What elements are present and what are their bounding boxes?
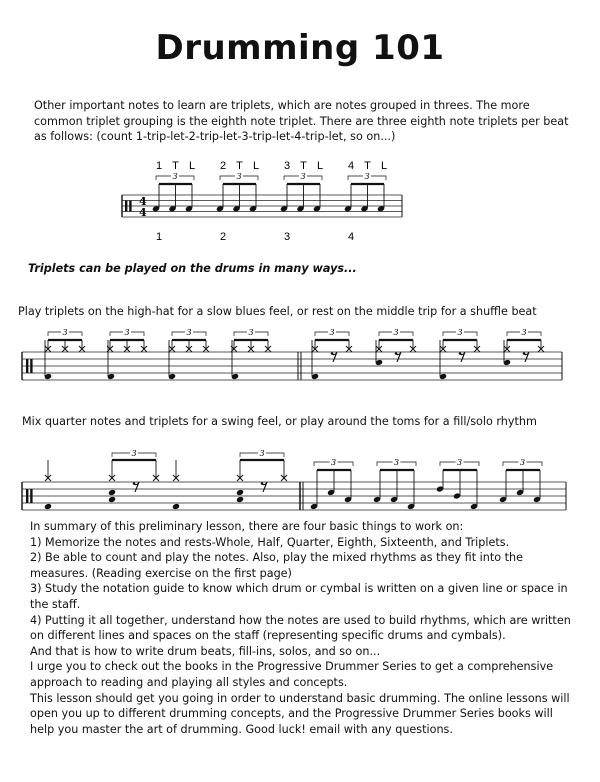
eighth-rest — [133, 482, 136, 485]
count-label: L — [316, 160, 324, 172]
summary-line: This lesson should get you going in order to understand basic drumming. The online lessons will open you up to different drumming concepts, and the Progressive Drummer Series books will help you master the art of drumming. Good luck! email with any questions. — [30, 691, 570, 736]
tuplet-number: 3 — [393, 458, 400, 467]
count-label: T — [364, 160, 371, 172]
note-head — [108, 496, 116, 503]
tuplet-number: 3 — [457, 328, 463, 337]
tuplet-number: 3 — [259, 449, 265, 458]
count-label: 2 — [219, 160, 227, 172]
percussion-clef — [125, 201, 127, 212]
count-label: 1 — [155, 160, 163, 172]
tuplet-number: 3 — [124, 328, 130, 337]
summary-line: 4) Putting it all together, understand how the notes are used to build rhythms, which are written on different lines and spaces on the staff (representing specific drums and cymbals). — [30, 613, 571, 643]
tuplet-number: 3 — [236, 172, 242, 181]
tuplet-number: 3 — [300, 172, 306, 181]
percussion-clef — [26, 359, 28, 373]
tuplet-number: 3 — [62, 328, 68, 337]
summary-line: I urge you to check out the books in the Progressive Drummer Series to get a comprehensive approach to reading and playing all styles and concepts. — [30, 660, 554, 689]
summary-line: And that is how to write drum beats, fill-ins, solos, and so on... — [30, 644, 381, 658]
percussion-clef — [30, 489, 32, 503]
tuplet-number: 3 — [172, 172, 178, 181]
tuplet-number: 3 — [393, 328, 399, 337]
tuplet-number: 3 — [248, 328, 254, 337]
percussion-clef — [26, 489, 28, 503]
tuplet-number: 3 — [521, 328, 527, 337]
summary-line: 3) Study the notation guide to know which drum or cymbal is written on a given line or space in the staff. — [30, 582, 568, 611]
tuplet-number: 3 — [519, 458, 526, 467]
page-title: Drumming 101 — [155, 28, 445, 68]
count-label: L — [252, 160, 260, 172]
count-label: 4 — [347, 160, 355, 172]
eighth-rest — [523, 352, 526, 355]
summary-section — [30, 519, 578, 737]
percussion-clef — [30, 359, 32, 373]
tuplet-number: 3 — [186, 328, 192, 337]
percussion-clef — [129, 201, 131, 212]
note-head — [172, 503, 180, 510]
count-label: 3 — [283, 160, 291, 172]
eighth-rest — [331, 352, 334, 355]
time-signature: 4 — [139, 206, 147, 219]
count-label: L — [380, 160, 388, 172]
time-signature: 4 — [139, 195, 147, 208]
tuplet-number: 3 — [364, 172, 370, 181]
note-head — [44, 503, 52, 510]
eighth-rest — [261, 482, 264, 485]
summary-line: 2) Be able to count and play the notes. Also, play the mixed rhythms as they fit into the measures. (Reading exercise on the first page) — [30, 551, 523, 580]
intro-paragraph: Other important notes to learn are triplets, which are notes grouped in threes. The more common triplet grouping is the eighth note triplet. There are three eighth note triplets per beat as follows: (count 1-trip-let-2-trip-let-3-trip-let-4-trip-let, so on...) — [34, 99, 569, 143]
swing-caption: Mix quarter notes and triplets for a swing feel, or play around the toms for a fill/solo rhythm — [22, 415, 537, 428]
beat-number: 4 — [347, 231, 355, 243]
beat-number: 3 — [283, 231, 291, 243]
eighth-rest — [395, 352, 398, 355]
note-head — [236, 489, 244, 496]
beat-number: 1 — [155, 231, 163, 243]
count-label: L — [188, 160, 196, 172]
tuplet-number: 3 — [456, 458, 463, 467]
summary-line: In summary of this preliminary lesson, there are four basic things to work on: — [30, 520, 464, 533]
beat-number: 2 — [219, 231, 227, 243]
count-label: T — [300, 160, 307, 172]
tuplet-number: 3 — [131, 449, 137, 458]
count-label: T — [236, 160, 243, 172]
note-head — [108, 489, 116, 496]
eighth-rest — [459, 352, 462, 355]
summary-line: 1) Memorize the notes and rests-Whole, Half, Quarter, Eighth, Sixteenth, and Triplets. — [30, 535, 510, 549]
count-label: T — [172, 160, 179, 172]
tuplet-number: 3 — [329, 328, 335, 337]
triplets-note: Triplets can be played on the drums in many ways... — [28, 262, 357, 275]
hihat-caption: Play triplets on the high-hat for a slow blues feel, or rest on the middle trip for a shuffle beat — [18, 305, 537, 318]
note-head — [236, 496, 244, 503]
tuplet-number: 3 — [330, 458, 337, 467]
